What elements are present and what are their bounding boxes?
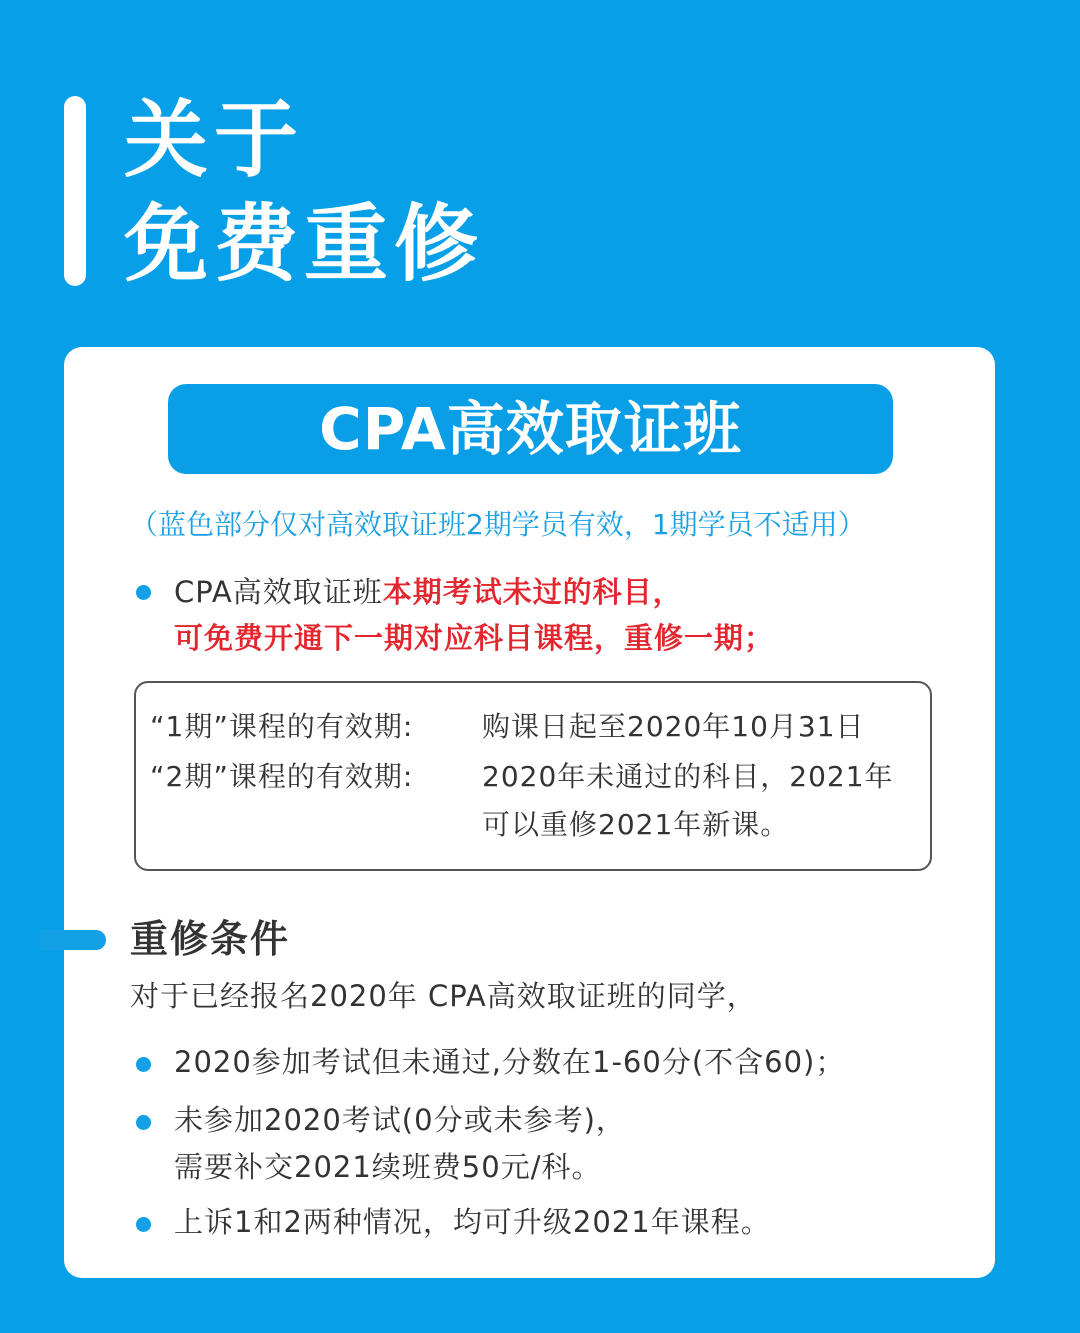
validity-label-1: “1期”课程的有效期:: [150, 710, 414, 743]
bullet-dot: [136, 1057, 151, 1072]
policy-line-1: [174, 569, 683, 615]
validity-value-1: 购课日起至2020年10月31日: [482, 710, 865, 743]
policy-prefix: CPA高效取证班: [174, 575, 383, 609]
page-title-line-2: 免费重修: [124, 195, 485, 293]
bullet-dot: [136, 1115, 151, 1130]
validity-label-2: “2期”课程的有效期:: [150, 760, 414, 793]
condition-item-1: 2020参加考试但未通过,分数在1-60分(不含60)；: [174, 1045, 846, 1079]
validity-box: [134, 681, 932, 871]
info-card: [64, 347, 995, 1278]
condition-item-2-line-1: 未参加2020考试(0分或未参考)，: [174, 1103, 626, 1137]
bullet-dot: [136, 585, 151, 600]
bullet-dot: [136, 1217, 151, 1232]
conditions-intro: 对于已经报名2020年 CPA高效取证班的同学，: [130, 979, 757, 1013]
validity-value-2-line-2: 可以重修2021年新课。: [482, 808, 790, 841]
condition-item-2-line-2: 需要补交2021续班费50元/科。: [174, 1150, 602, 1184]
title-accent-bar: [64, 96, 86, 286]
policy-highlight-1: 本期考试未过的科目，: [382, 575, 683, 609]
policy-highlight-2: 可免费开通下一期对应科目课程，重修一期；: [174, 621, 775, 655]
section-accent-bar: [40, 930, 106, 950]
page-title-line-1: 关于: [124, 91, 305, 189]
section-title: 重修条件: [130, 917, 291, 961]
validity-value-2-line-1: 2020年未通过的科目，2021年: [482, 760, 894, 793]
page-title: [124, 88, 484, 296]
course-banner: CPA高效取证班: [168, 384, 893, 474]
applicability-note: （蓝色部分仅对高效取证班2期学员有效，1期学员不适用）: [130, 508, 866, 541]
condition-item-3: 上诉1和2两种情况，均可升级2021年课程。: [174, 1205, 771, 1239]
